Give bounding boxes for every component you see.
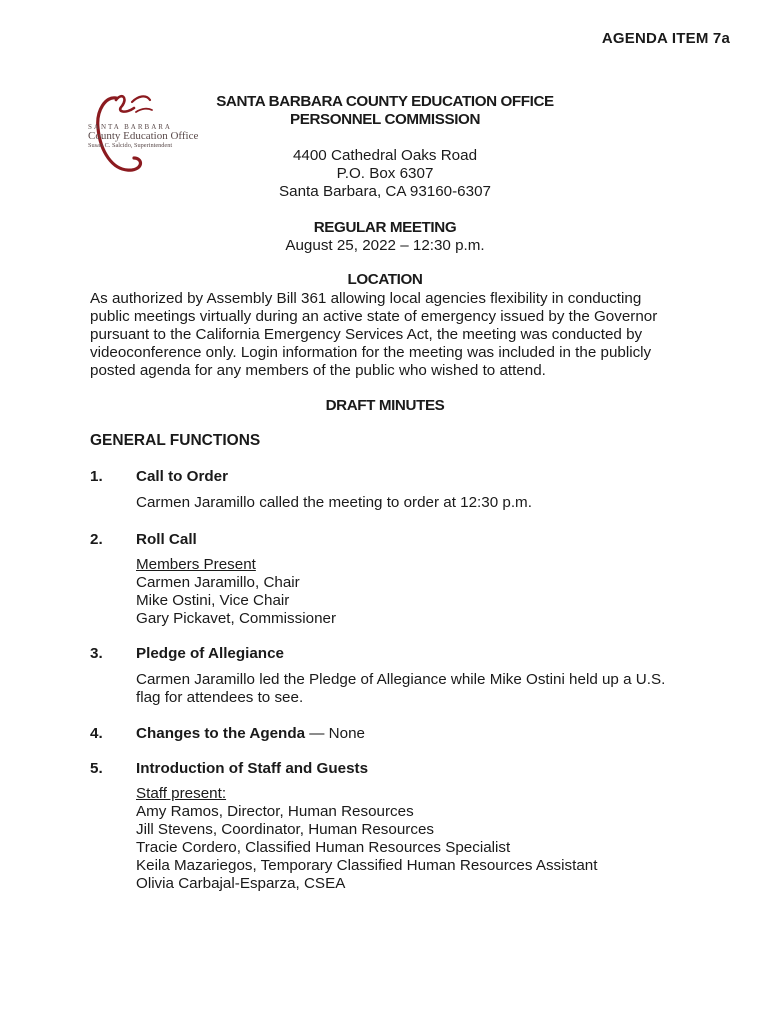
item-body xyxy=(136,556,696,628)
document-header xyxy=(140,93,630,255)
staff-line: Keila Mazariegos, Temporary Classified Human Resources Assistant xyxy=(136,857,598,874)
item-body xyxy=(136,785,696,893)
staff-line: Amy Ramos, Director, Human Resources xyxy=(136,803,414,820)
item-body xyxy=(136,671,696,707)
item-number: 2. xyxy=(90,531,103,548)
item-number: 5. xyxy=(90,760,103,777)
item-number: 1. xyxy=(90,468,103,485)
logo-line-3: Susan C. Salcido, Superintendent xyxy=(88,141,173,149)
item-title: Pledge of Allegiance xyxy=(136,645,284,662)
members-present-subhead: Members Present xyxy=(136,556,256,573)
location-line: As authorized by Assembly Bill 361 allowing local agencies flexibility in conducting xyxy=(90,290,642,307)
location-heading: LOCATION xyxy=(347,271,423,288)
location-line: posted agenda for any members of the public who wished to attend. xyxy=(90,362,546,379)
member-line: Carmen Jaramillo, Chair xyxy=(136,574,300,591)
org-name: SANTA BARBARA COUNTY EDUCATION OFFICE xyxy=(216,93,554,110)
location-paragraph xyxy=(90,290,670,380)
item-number: 4. xyxy=(90,725,103,742)
item-number: 3. xyxy=(90,645,103,662)
section-title: GENERAL FUNCTIONS xyxy=(90,432,261,449)
member-line: Gary Pickavet, Commissioner xyxy=(136,610,337,627)
draft-minutes-title: DRAFT MINUTES xyxy=(325,397,445,414)
address-line-3: Santa Barbara, CA 93160-6307 xyxy=(279,183,491,200)
staff-line: Olivia Carbajal-Esparza, CSEA xyxy=(136,875,346,892)
item-title: Introduction of Staff and Guests xyxy=(136,760,369,777)
item-title: Roll Call xyxy=(136,531,197,548)
meeting-type: REGULAR MEETING xyxy=(313,219,457,236)
item-line: flag for attendees to see. xyxy=(136,689,304,706)
staff-line: Jill Stevens, Coordinator, Human Resources xyxy=(136,821,434,838)
item-line: Carmen Jaramillo led the Pledge of Allegiance while Mike Ostini held up a U.S. xyxy=(136,671,666,688)
location-line: public meetings virtually during an active state of emergency issued by the Governor xyxy=(90,308,658,325)
member-line: Mike Ostini, Vice Chair xyxy=(136,592,290,609)
item-title: Changes to the Agenda xyxy=(136,725,306,742)
logo-line-1: SANTA BARBARA xyxy=(88,123,172,131)
item-title: Call to Order xyxy=(136,468,228,485)
location-line: videoconference only. Login information for the meeting was included in the publicly xyxy=(90,344,652,361)
address-line-2: P.O. Box 6307 xyxy=(336,165,434,182)
item-title-line xyxy=(136,725,365,742)
item-suffix: — None xyxy=(305,725,365,742)
logo-line-2: County Education Office xyxy=(88,130,199,143)
location-line: pursuant to the California Emergency Services Act, the meeting was conducted by xyxy=(90,326,643,343)
agenda-item-label: AGENDA ITEM 7a xyxy=(601,30,730,47)
commission-name: PERSONNEL COMMISSION xyxy=(289,111,481,128)
staff-line: Tracie Cordero, Classified Human Resources Specialist xyxy=(136,839,511,856)
item-body: Carmen Jaramillo called the meeting to order at 12:30 p.m. xyxy=(136,494,532,511)
address-line-1: 4400 Cathedral Oaks Road xyxy=(292,147,478,164)
staff-present-subhead: Staff present: xyxy=(136,785,227,802)
meeting-date: August 25, 2022 – 12:30 p.m. xyxy=(285,237,485,254)
